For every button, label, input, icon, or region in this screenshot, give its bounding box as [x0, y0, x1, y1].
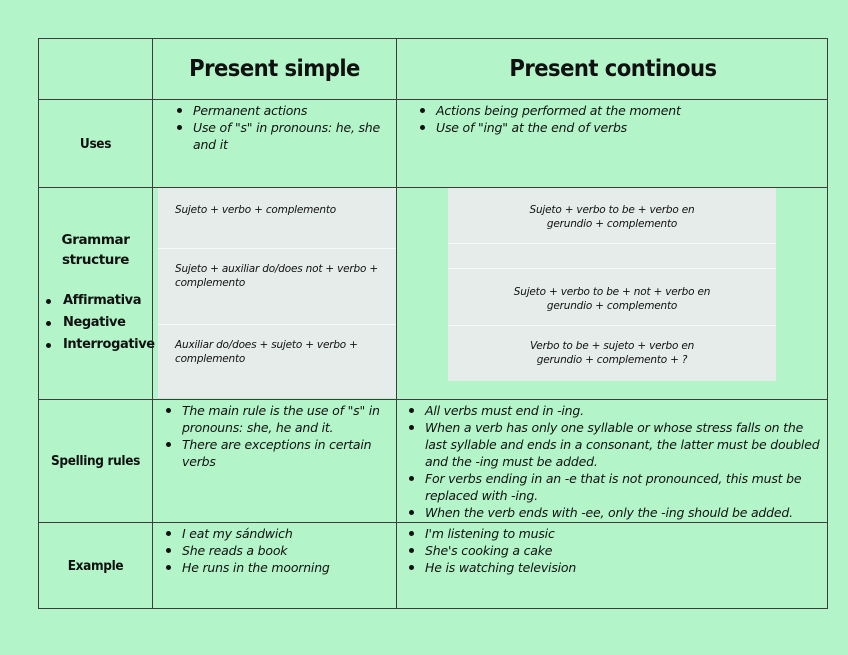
row-divider: [39, 399, 827, 400]
example-simple-cell: [160, 525, 386, 576]
list-item: Permanent actions: [171, 102, 386, 119]
separator: [448, 243, 776, 244]
example-continuous-cell: [403, 525, 825, 576]
list-item: He is watching television: [403, 559, 825, 576]
header-present-continuous: Present continous: [509, 56, 717, 82]
example-simple-list: [160, 525, 386, 576]
list-item: Interrogative: [43, 334, 155, 356]
grammar-continuous-box: [448, 188, 776, 381]
list-item: She's cooking a cake: [403, 542, 825, 559]
grammar-label-line2: structure: [61, 252, 130, 268]
list-item: When the verb ends with -ee, only the -ing should be added.: [403, 504, 825, 521]
grammar-simple-box: [158, 188, 396, 398]
uses-simple-list: [171, 102, 386, 153]
separator: [448, 325, 776, 326]
list-item: Affirmativa: [43, 290, 155, 312]
list-item: I eat my sándwich: [160, 525, 386, 542]
spelling-continuous-list: [403, 402, 825, 521]
grammar-continuous-interrogative: Verbo to be + sujeto + verbo en gerundio + complemento + ?: [529, 340, 695, 366]
row-divider: [39, 99, 827, 100]
separator: [158, 324, 396, 325]
spelling-simple-list: [160, 402, 386, 470]
grammar-simple-negative: Sujeto + auxiliar do/does not + verbo + complemento: [175, 263, 378, 289]
grammar-simple-interrogative: Auxiliar do/does + sujeto + verbo + complemento: [175, 339, 358, 365]
uses-continuous-cell: [414, 102, 814, 136]
list-item: He runs in the moorning: [160, 559, 386, 576]
header-present-simple: Present simple: [189, 56, 360, 82]
list-item: All verbs must end in -ing.: [403, 402, 825, 419]
example-continuous-list: [403, 525, 825, 576]
list-item: For verbs ending in an -e that is not pronounced, this must be replaced with -ing.: [403, 470, 825, 504]
list-item: Use of "s" in pronouns: he, she and it: [171, 119, 386, 153]
uses-simple-cell: [171, 102, 386, 153]
uses-continuous-list: [414, 102, 814, 136]
row-label-uses: Uses: [79, 135, 112, 152]
grammar-comparison-table: [38, 38, 828, 609]
grammar-simple-affirmative: Sujeto + verbo + complemento: [175, 204, 337, 216]
list-item: Use of "ing" at the end of verbs: [414, 119, 814, 136]
separator: [158, 248, 396, 249]
list-item: The main rule is the use of "s" in pronouns: she, he and it.: [160, 402, 386, 436]
list-item: I'm listening to music: [403, 525, 825, 542]
grammar-continuous-negative: Sujeto + verbo to be + not + verbo en gerundio + complemento: [513, 286, 711, 312]
spelling-continuous-cell: [403, 402, 825, 521]
grammar-label-line1: Grammar: [61, 232, 130, 248]
grammar-continuous-affirmative: Sujeto + verbo to be + verbo en gerundio + complemento: [529, 204, 695, 230]
separator: [448, 268, 776, 269]
list-item: There are exceptions in certain verbs: [160, 436, 386, 470]
list-item: Actions being performed at the moment: [414, 102, 814, 119]
list-item: When a verb has only one syllable or whose stress falls on the last syllable and ends in a consonant, the latter must be doubled and the -ing must be added.: [403, 419, 825, 470]
list-item: Negative: [43, 312, 155, 334]
spelling-simple-cell: [160, 402, 386, 470]
row-label-grammar: [39, 188, 155, 399]
row-divider: [39, 522, 827, 523]
row-label-spelling: Spelling rules: [50, 453, 140, 469]
list-item: She reads a book: [160, 542, 386, 559]
row-label-example: Example: [67, 558, 124, 574]
sentence-types-list: [43, 290, 155, 356]
